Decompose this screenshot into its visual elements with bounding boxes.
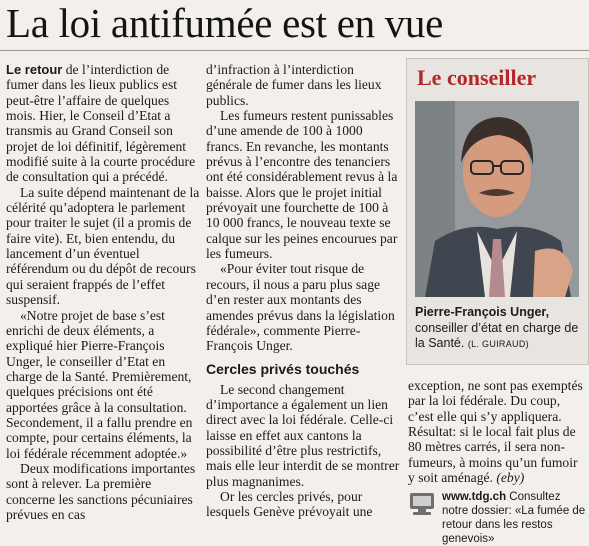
headline: La loi antifumée est en vue — [6, 0, 444, 46]
portrait-photo — [415, 101, 579, 297]
article-column-3 — [408, 378, 586, 485]
lead-in: Le retour — [6, 62, 63, 77]
web-reference-text — [442, 490, 586, 546]
sidebar-box — [406, 58, 589, 365]
paragraph-7: «Pour éviter tout risque de recours, il nous a paru plus sage d’en rester aux montants des amendes prévus dans la législation fédérale», commente Pierre-François Unger. — [206, 261, 395, 354]
article-column-1 — [6, 62, 201, 522]
computer-icon — [408, 492, 436, 516]
section-subhead: Cercles privés touchés — [206, 360, 360, 377]
paragraph-3: «Notre projet de base s’est enrichi de deux éléments, a expliqué hier Pierre-François Unger, le conseiller d’Etat en charge de la Santé. Premièrement, quelques précisions ont été apportées grâce à la consultation. Secondement, il a fallu prendre en compte, pour certains éléments, la loi fédérale récemment adoptée.» — [6, 307, 193, 461]
web-reference — [408, 490, 586, 546]
author-signature: (eby) — [496, 470, 525, 486]
paragraph-6: Les fumeurs restent punissables d’une amende de 100 à 1000 francs. En revanche, les montants prévus à l’encontre des tenanciers ont été considérablement revus à la baisse. Alors que le projet initial prévoyait une fourchette de 100 à 10 000 francs, le nouveau texte se calque sur les peines encourues par les fumeurs. — [206, 108, 398, 262]
photo-caption-role — [415, 321, 585, 352]
paragraph-10-text: exception, ne sont pas exemptés par la loi fédérale. Du coup, c’est elle qui s’y appliquera. Résultat: si le local fait plus de 80 mètres carrés, il sera non-fumeurs, à moins qu’un fumoir y soit aménagé. — [408, 378, 583, 486]
paragraph-2: La suite dépend maintenant de la célérité qu’adoptera le parlement pour traiter le sujet (il a promis de faire vite). Et, bien entendu, du lancement d’un éventuel référendum ou du dépôt de recours qui seraient frappés de l’effet suspensif. — [6, 184, 200, 308]
paragraph-5: d’infraction à l’interdiction générale de fumer dans les lieux publics. — [206, 62, 382, 108]
photo-credit: (L. GUIRAUD) — [467, 339, 529, 349]
paragraph-8: Le second changement d’importance a également un lien direct avec la loi fédérale. Celle-ci laisse en effet aux cantons la possibilité d’être plus restrictifs, mais elle leur interdit de se montrer plus magnanimes. — [206, 381, 400, 489]
headline-rule — [0, 50, 589, 51]
paragraph-10 — [408, 378, 586, 485]
web-link[interactable]: www.tdg.ch — [442, 491, 507, 503]
portrait-illustration — [415, 101, 579, 297]
photo-caption-name: Pierre-François Unger, — [415, 305, 550, 319]
caption-role-text: conseiller d’état en charge de la Santé. — [415, 321, 579, 350]
web-description: Consultez notre dossier: «La fumée de retour dans les restos genevois» — [442, 491, 586, 545]
paragraph-1 — [6, 62, 201, 185]
article-column-2 — [206, 62, 401, 520]
paragraph-4: Deux modifications importantes sont à relever. La première concerne les sanctions pécuniaires prévues en cas — [6, 460, 196, 522]
paragraph-1-text: de l’interdiction de fumer dans les lieux publics est peut-être l’affaire de quelques mois. Hier, le Conseil d’Etat a transmis au Grand Conseil son projet de loi définitif, légèrement modifié suite à la courte procédure de consultation qui a précédé. — [6, 62, 196, 185]
sidebar-title: Le conseiller — [417, 65, 537, 90]
paragraph-9: Or les cercles privés, pour lesquels Genève prévoyait une — [206, 488, 373, 520]
